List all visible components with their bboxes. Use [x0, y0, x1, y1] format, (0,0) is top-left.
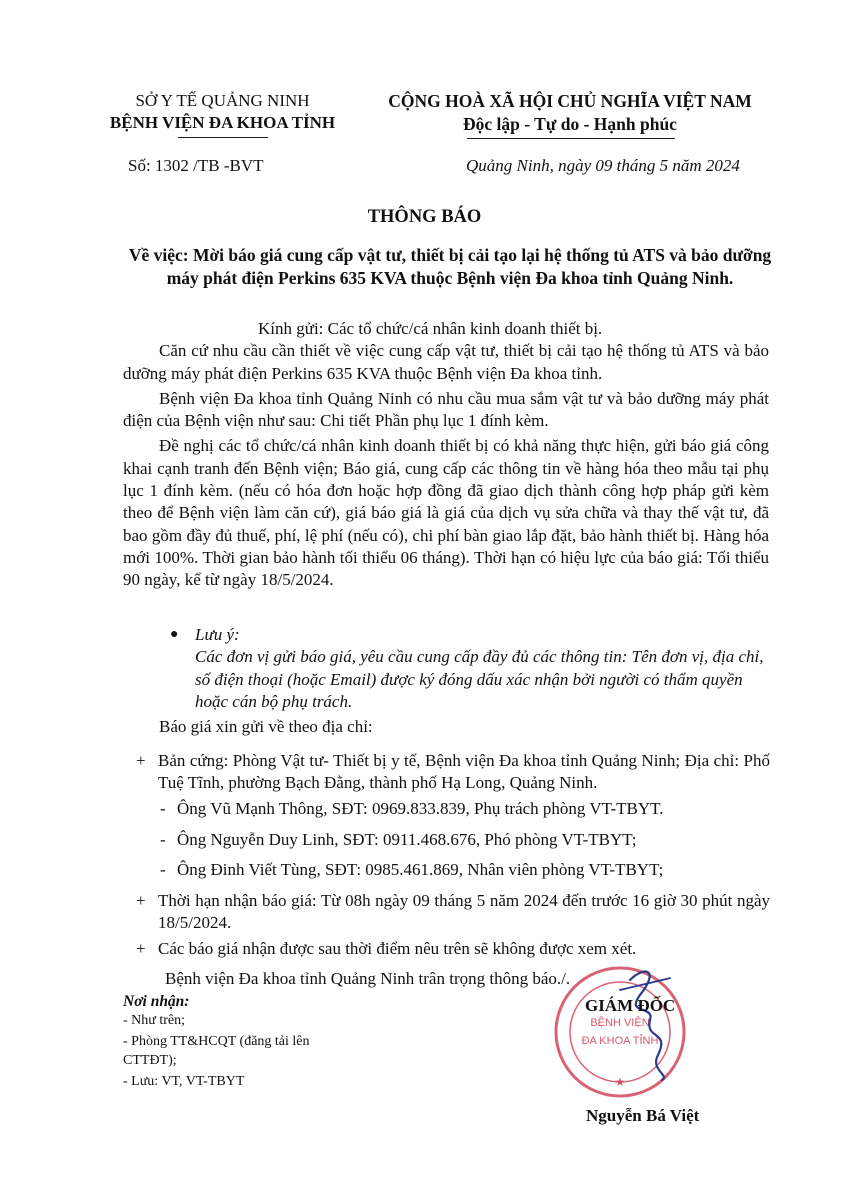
dash-icon: - — [160, 860, 166, 879]
issuer-block — [100, 90, 345, 134]
svg-text:★: ★ — [614, 1075, 626, 1089]
plus-icon: + — [136, 939, 146, 958]
salutation: Kính gửi: Các tổ chức/cá nhân kinh doanh thiết bị. — [258, 319, 603, 338]
contact-item: Ông Vũ Mạnh Thông, SĐT: 0969.833.839, Phụ trách phòng VT-TBYT. — [177, 799, 664, 818]
dash-icon: - — [160, 799, 166, 818]
paragraph: Căn cứ nhu cầu cần thiết về việc cung cấp vật tư, thiết bị cải tạo hệ thống tủ ATS và bảo dưỡng máy phát điện Perkins 635 KVA thuộc Bệnh viện Đa khoa tỉnh. — [123, 341, 769, 383]
signer-name: Nguyễn Bá Việt — [586, 1106, 700, 1125]
stamp-text-line: ĐA KHOA TỈNH — [581, 1035, 659, 1047]
document-date: Quảng Ninh, ngày 09 tháng 5 năm 2024 — [466, 156, 740, 175]
document-number: Số: 1302 /TB -BVT — [128, 156, 264, 175]
issuer-underline — [178, 137, 268, 138]
plus-icon: + — [136, 891, 146, 910]
plus-item-deadline: Thời hạn nhận báo giá: Từ 08h ngày 09 tháng 5 năm 2024 đến trước 16 giờ 30 phút ngày 18/5/2024. — [158, 891, 770, 933]
recipient-item: - Phòng TT&HCQT (đăng tải lên CTTĐT); — [123, 1034, 310, 1068]
recipients-title: Nơi nhận: — [123, 993, 190, 1010]
plus-icon: + — [136, 751, 146, 770]
signer-title: GIÁM ĐỐC — [585, 996, 676, 1015]
recipient-item: - Lưu: VT, VT-TBYT — [123, 1074, 245, 1089]
paragraph: Bệnh viện Đa khoa tỉnh Quảng Ninh có nhu cầu mua sắm vật tư và bảo dưỡng máy phát điện của Bệnh viện như sau: Chi tiết Phần phụ lục 1 đính kèm. — [123, 388, 769, 431]
recipients-block — [123, 993, 353, 1092]
stamp-text-line: BỆNH VIỆN — [590, 1017, 650, 1029]
hospital-name: BỆNH VIỆN ĐA KHOA TỈNH — [109, 113, 336, 132]
recipient-item: - Như trên; — [123, 1012, 186, 1028]
motto: Độc lập - Tự do - Hạnh phúc — [463, 114, 677, 134]
motto-underline — [467, 138, 675, 139]
dash-icon: - — [160, 830, 166, 849]
signature-scribble-icon — [600, 960, 690, 1090]
document-subject: Về việc: Mời báo giá cung cấp vật tư, thiết bị cải tạo lại hệ thống tủ ATS và bảo dưỡng máy phát điện Perkins 635 KVA thuộc Bệnh viện Đa khoa tỉnh Quảng Ninh. — [128, 245, 772, 288]
note-label: Lưu ý: — [195, 625, 240, 644]
closing-line: Bệnh viện Đa khoa tỉnh Quảng Ninh trân trọng thông báo./. — [165, 969, 571, 988]
agency-name: SỞ Y TẾ QUẢNG NINH — [135, 91, 310, 110]
plus-item-late: Các báo giá nhận được sau thời điểm nêu trên sẽ không được xem xét. — [158, 939, 637, 958]
bullet-icon: ● — [170, 627, 179, 642]
paragraph: Đề nghị các tổ chức/cá nhân kinh doanh thiết bị có khả năng thực hiện, gửi báo giá công khai cạnh tranh đến Bệnh viện; Báo giá, cung cấp các thông tin về hàng hóa theo mẫu tại phụ lục 1 đính kèm. (nếu có hóa đơn hoặc hợp đồng đã giao dịch thành công hợp pháp gửi kèm theo để Bệnh viện làm căn cứ), giá báo giá là giá của dịch vụ sửa chữa và thay thế vật tư, đã bao gồm đầy đủ thuế, phí, lệ phí (nếu có), chi phí bàn giao lắp đặt, bảo hành thiết bị. Hàng hóa mới 100%. Thời gian bảo hành tối thiểu 06 tháng). Thời hạn có hiệu lực của báo giá: Tối thiểu 90 ngày, kể từ ngày 18/5/2024. — [123, 436, 769, 590]
document-body — [123, 318, 769, 592]
plus-item-hard-copy: Bản cứng: Phòng Vật tư- Thiết bị y tế, Bệnh viện Đa khoa tỉnh Quảng Ninh; Địa chỉ: Phố Tuệ Tĩnh, phường Bạch Đằng, thành phố Hạ Long, Quảng Ninh. — [158, 751, 770, 793]
nation-block — [370, 90, 770, 136]
address-intro: Báo giá xin gửi về theo địa chỉ: — [159, 717, 373, 736]
nation-name: CỘNG HOÀ XÃ HỘI CHỦ NGHĨA VIỆT NAM — [388, 91, 752, 111]
contact-item: Ông Đinh Viết Tùng, SĐT: 0985.461.869, Nhân viên phòng VT-TBYT; — [177, 860, 664, 879]
note-block — [195, 624, 770, 713]
document-title: THÔNG BÁO — [367, 207, 482, 227]
contact-item: Ông Nguyễn Duy Linh, SĐT: 0911.468.676, Phó phòng VT-TBYT; — [177, 830, 637, 849]
note-text: Các đơn vị gửi báo giá, yêu cầu cung cấp đầy đủ các thông tin: Tên đơn vị, địa chỉ, số điện thoại (hoặc Email) được ký đóng dấu xác nhận bởi người có thẩm quyền hoặc cán bộ phụ trách. — [195, 647, 764, 711]
